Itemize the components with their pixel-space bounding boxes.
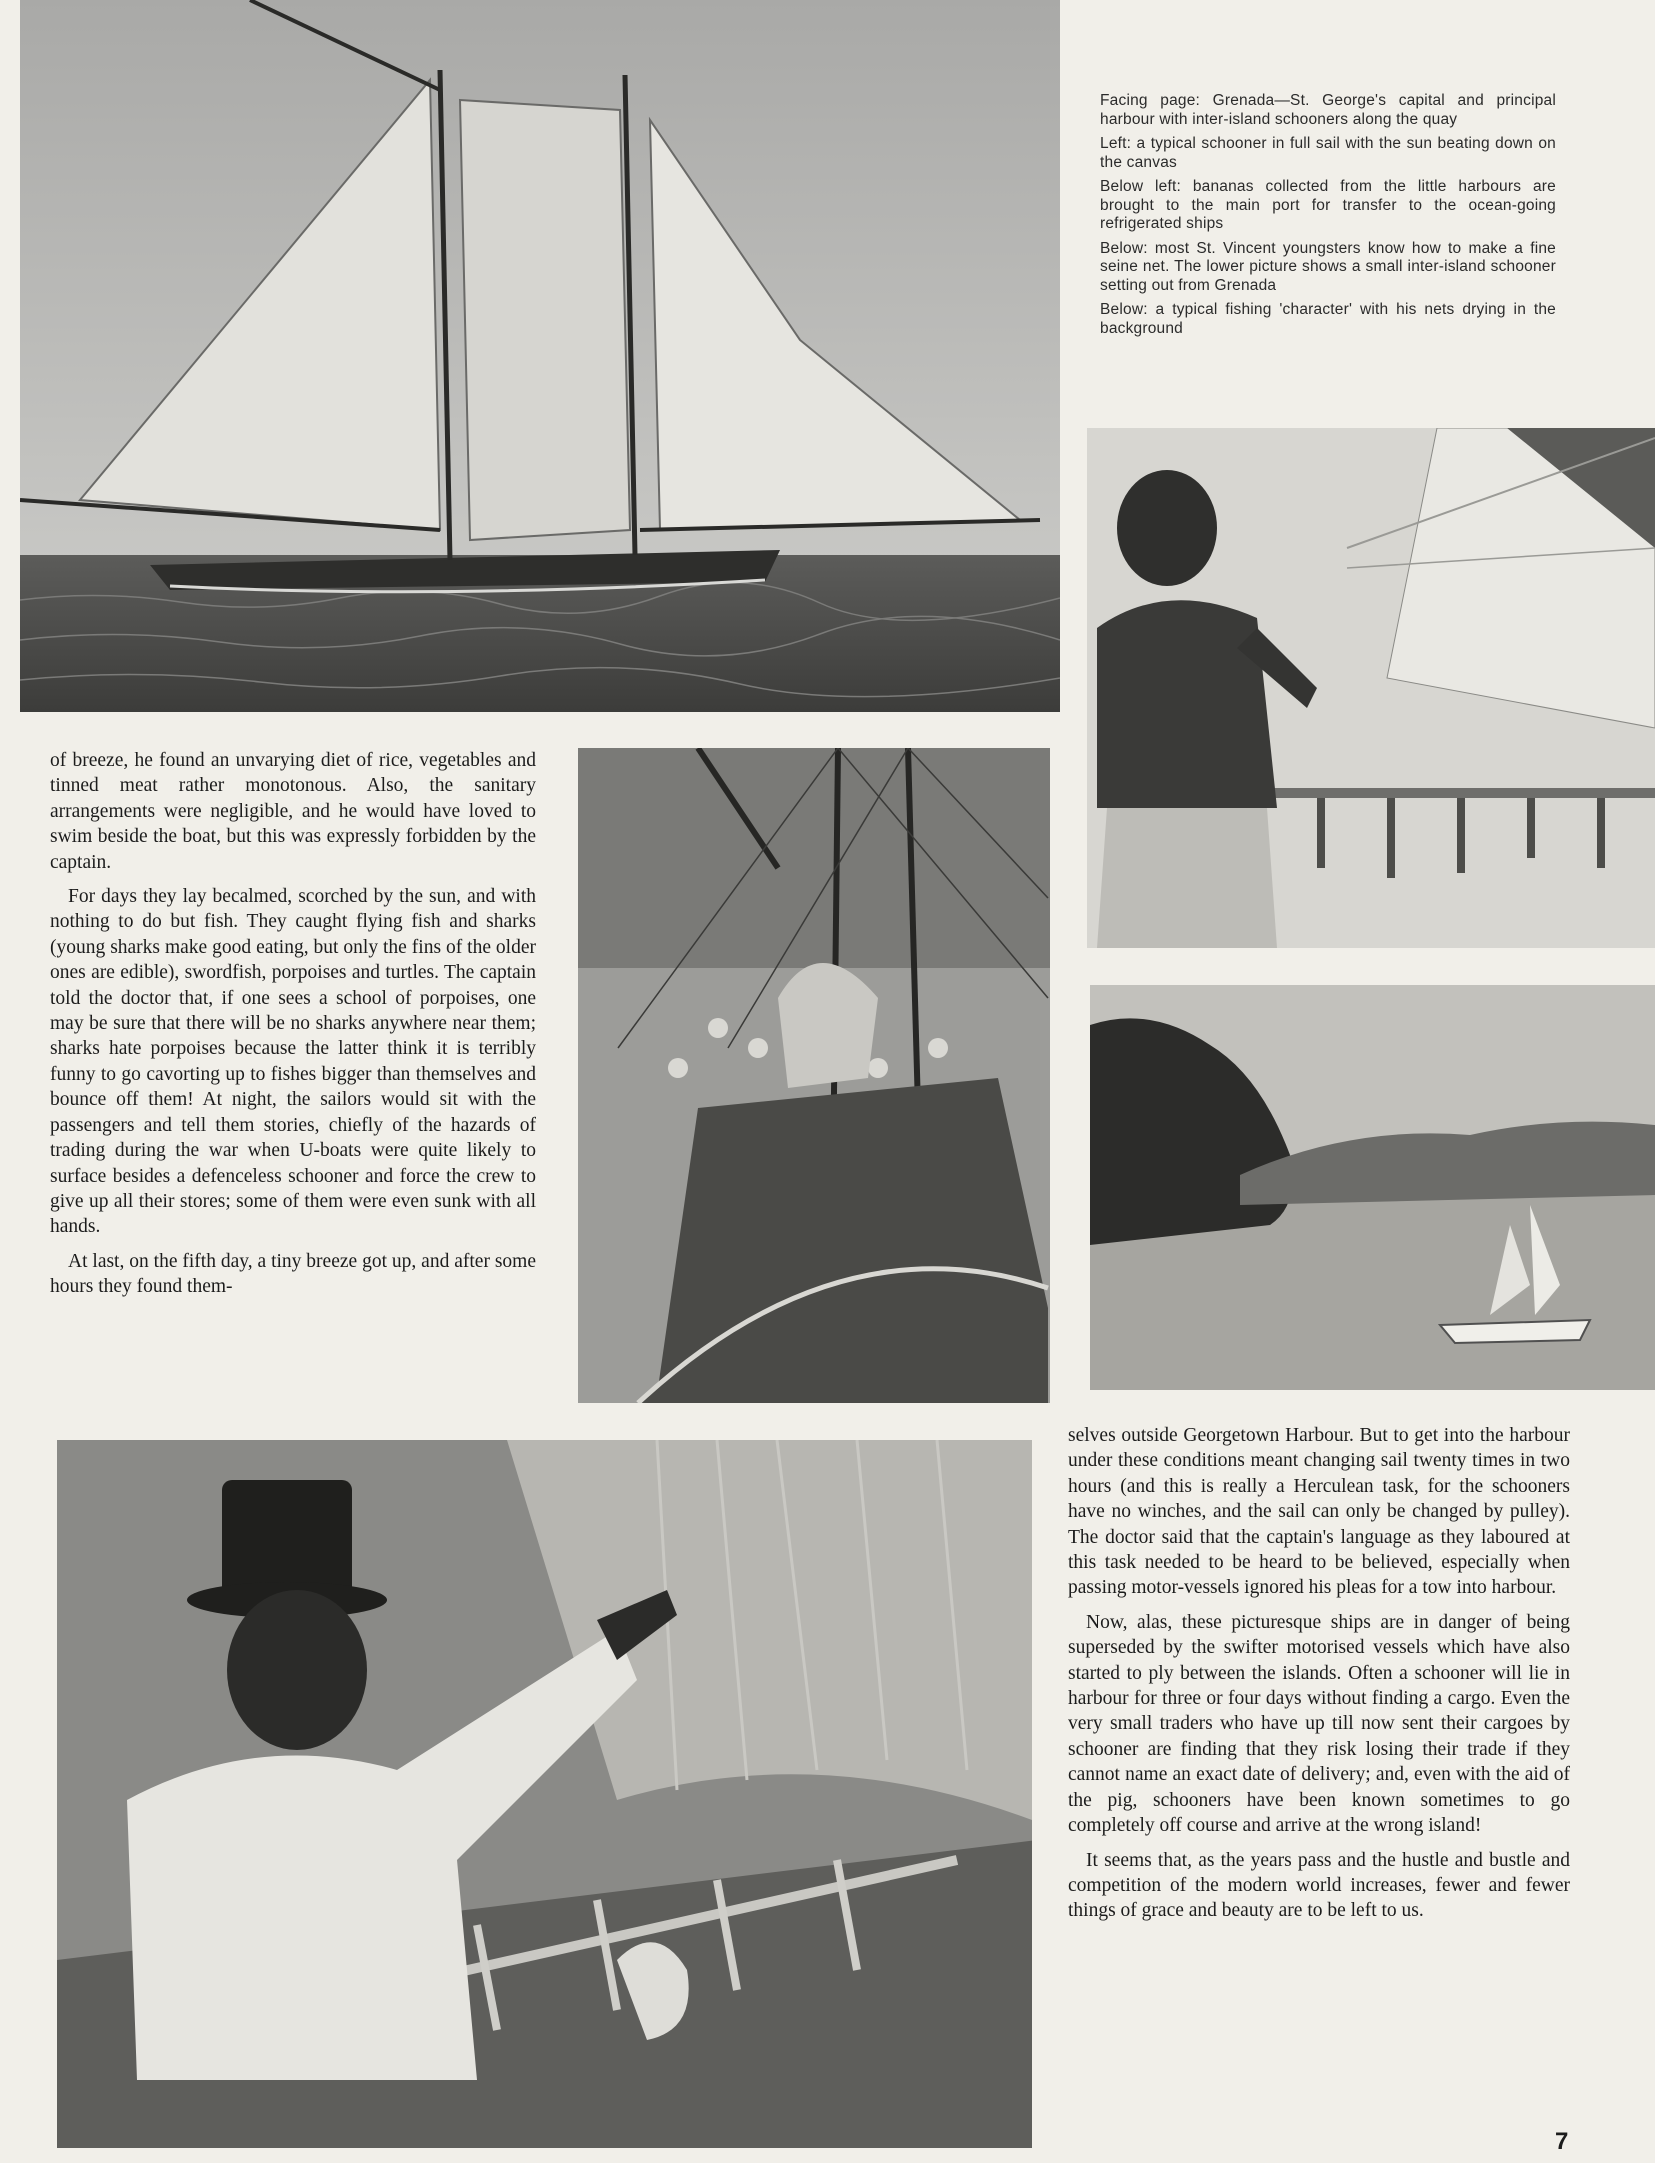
article-paragraph: of breeze, he found an unvarying diet of rice, vegetables and tinned meat rather monotonous. Also, the sanitary arrangements were negligible, and he would have loved to swim beside the boat, but this was expressly forbidden by the captain. <box>50 750 536 873</box>
fishing-character-photo <box>57 1440 1032 2148</box>
photo-captions <box>1100 92 1556 344</box>
caption-below-nets: Below: most St. Vincent youngsters know how to make a fine seine net. The lower picture shows a small inter-island schooner setting out from Grenada <box>1100 239 1556 294</box>
article-left-column <box>50 748 536 1300</box>
grenada-schooner-photo <box>1090 985 1655 1390</box>
article-paragraph: For days they lay becalmed, scorched by the sun, and with nothing to do but fish. They caught flying fish and sharks (young sharks make good eating, but only the fins of the older ones are edible), swordfish, porpoises and turtles. The captain told the doctor that, if one sees a school of porpoises, one may be sure that there will be no sharks anywhere near them; sharks hate porpoises because the latter think it is terribly funny to go cavorting up to fishes bigger than themselves and bounce off them! At night, the sailors would sit with the passengers and tell them stories, chiefly of the hazards of trading during the war when U-boats were quite likely to surface besides a defenceless schooner and force the crew to give up all their stores; some of them were even sunk with all hands. <box>50 886 536 1238</box>
caption-below-character: Below: a typical fishing 'character' with his nets drying in the background <box>1100 301 1556 337</box>
article-paragraph: Now, alas, these picturesque ships are in danger of being superseded by the swifter motorised vessels which have also started to ply between the islands. Often a schooner will lie in harbour for three or four days without finding a cargo. Even the very small traders who have up till now sent their cargoes by schooner are finding that they risk losing their trade if they cannot name an exact date of delivery; and, even with the aid of the pig, schooners have been known sometimes to go completely off course and arrive at the wrong island! <box>1068 1611 1570 1837</box>
schooner-photo <box>20 0 1060 712</box>
caption-below-left: Below left: bananas collected from the little harbours are brought to the main port for transfer to the ocean-going refrigerated ships <box>1100 178 1556 232</box>
caption-left: Left: a typical schooner in full sail with the sun beating down on the canvas <box>1100 135 1556 171</box>
caption-facing-page: Facing page: Grenada—St. George's capital and principal harbour with inter-island schooners along the quay <box>1100 92 1556 128</box>
bananas-schooner-photo <box>578 748 1050 1403</box>
page-number: 7 <box>1555 2128 1569 2155</box>
article-paragraph: At last, on the fifth day, a tiny breeze got up, and after some hours they found them- <box>50 1250 536 1298</box>
article-right-column <box>1068 1423 1570 1924</box>
seine-net-boy-photo <box>1087 428 1655 948</box>
article-paragraph: selves outside Georgetown Harbour. But to get into the harbour under these conditions meant changing sail twenty times in two hours (and this is really a Herculean task, for the schooners have no winches, and the sail can only be changed by pulley). The doctor said that the captain's language as they laboured at this task needed to be heard to be believed, especially when passing motor-vessels ignored his pleas for a tow into harbour. <box>1068 1425 1570 1599</box>
article-paragraph: It seems that, as the years pass and the hustle and bustle and competition of the modern world increases, fewer and fewer things of grace and beauty are to be left to us. <box>1068 1849 1570 1922</box>
